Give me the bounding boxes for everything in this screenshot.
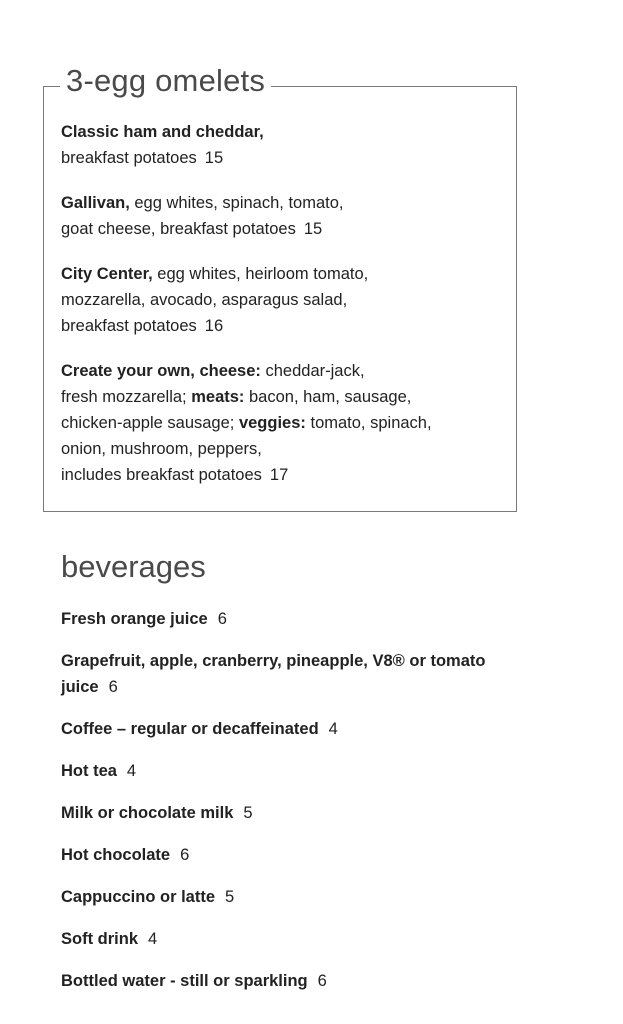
omelet-item-line: [61, 287, 506, 313]
omelet-item-description: breakfast potatoes: [61, 149, 197, 167]
beverage-price: 6: [108, 678, 118, 696]
beverage-name: Coffee – regular or decaffeinated: [61, 720, 319, 738]
omelet-item-description: breakfast potatoes: [61, 317, 197, 335]
omelet-item-line: [61, 119, 506, 145]
omelet-item-line: [61, 410, 506, 436]
omelet-menu-item: [61, 358, 506, 488]
omelet-item-description: egg whites, spinach, tomato,: [129, 194, 344, 212]
omelet-item-description: bacon, ham, sausage,: [244, 388, 412, 406]
omelet-menu-item: [61, 261, 506, 339]
beverages-item-list: [61, 606, 521, 1010]
omelet-item-name: Gallivan,: [61, 194, 130, 212]
omelet-item-description: onion, mushroom, peppers,: [61, 440, 262, 458]
beverage-price: 4: [148, 930, 158, 948]
beverage-menu-item: [61, 648, 521, 700]
omelet-item-price: 15: [204, 149, 224, 167]
beverage-price: 6: [180, 846, 190, 864]
omelet-item-line: [61, 358, 506, 384]
omelet-item-name: City Center,: [61, 265, 153, 283]
omelet-item-price: 15: [303, 220, 323, 238]
beverage-menu-item: [61, 606, 521, 632]
beverage-price: 5: [225, 888, 235, 906]
beverage-menu-item: [61, 926, 521, 952]
beverage-price: 6: [217, 610, 227, 628]
omelets-section-title: 3-egg omelets: [60, 62, 271, 100]
beverage-name: Bottled water - still or sparkling: [61, 972, 308, 990]
omelet-item-description: chicken-apple sausage;: [61, 414, 235, 432]
omelet-item-description: tomato, spinach,: [305, 414, 432, 432]
beverage-menu-item: [61, 716, 521, 742]
beverage-price: 6: [317, 972, 327, 990]
beverage-name: Hot chocolate: [61, 846, 171, 864]
omelet-item-description: includes breakfast potatoes: [61, 466, 262, 484]
omelet-item-line: [61, 313, 506, 339]
beverage-price: 4: [328, 720, 338, 738]
beverage-menu-item: [61, 968, 521, 994]
beverage-name: Hot tea: [61, 762, 117, 780]
omelet-item-description: mozzarella, avocado, asparagus salad,: [61, 291, 348, 309]
omelet-item-price: 17: [269, 466, 289, 484]
omelet-menu-item: [61, 119, 506, 171]
beverage-name: Fresh orange juice: [61, 610, 208, 628]
beverage-menu-item: [61, 842, 521, 868]
beverage-price: 4: [126, 762, 137, 780]
beverage-name: Soft drink: [61, 930, 138, 948]
beverage-name: Milk or chocolate milk: [61, 804, 234, 822]
omelet-item-line: [61, 216, 506, 242]
omelet-item-name: veggies:: [234, 414, 306, 432]
omelet-item-name: meats:: [186, 388, 245, 406]
omelet-item-line: [61, 190, 506, 216]
beverage-name: Grapefruit, apple, cranberry, pineapple, V8® or tomato juice: [61, 652, 486, 696]
omelet-item-name: Create your own, cheese:: [61, 362, 261, 380]
omelet-item-line: [61, 145, 506, 171]
beverage-menu-item: [61, 884, 521, 910]
omelet-item-line: [61, 261, 506, 287]
omelet-item-description: goat cheese, breakfast potatoes: [61, 220, 296, 238]
omelet-item-description: fresh mozzarella;: [61, 388, 187, 406]
omelet-item-description: cheddar-jack,: [260, 362, 365, 380]
omelet-item-line: [61, 462, 506, 488]
beverage-menu-item: [61, 758, 521, 784]
beverages-section-title: beverages: [61, 549, 206, 584]
beverage-price: 5: [243, 804, 253, 822]
omelet-item-line: [61, 436, 506, 462]
beverage-menu-item: [61, 800, 521, 826]
omelet-item-description: egg whites, heirloom tomato,: [152, 265, 369, 283]
omelet-item-line: [61, 384, 506, 410]
omelet-menu-item: [61, 190, 506, 242]
beverage-name: Cappuccino or latte: [61, 888, 216, 906]
omelet-item-name: Classic ham and cheddar,: [61, 123, 264, 141]
omelet-item-price: 16: [204, 317, 224, 335]
omelets-item-list: [61, 119, 506, 507]
